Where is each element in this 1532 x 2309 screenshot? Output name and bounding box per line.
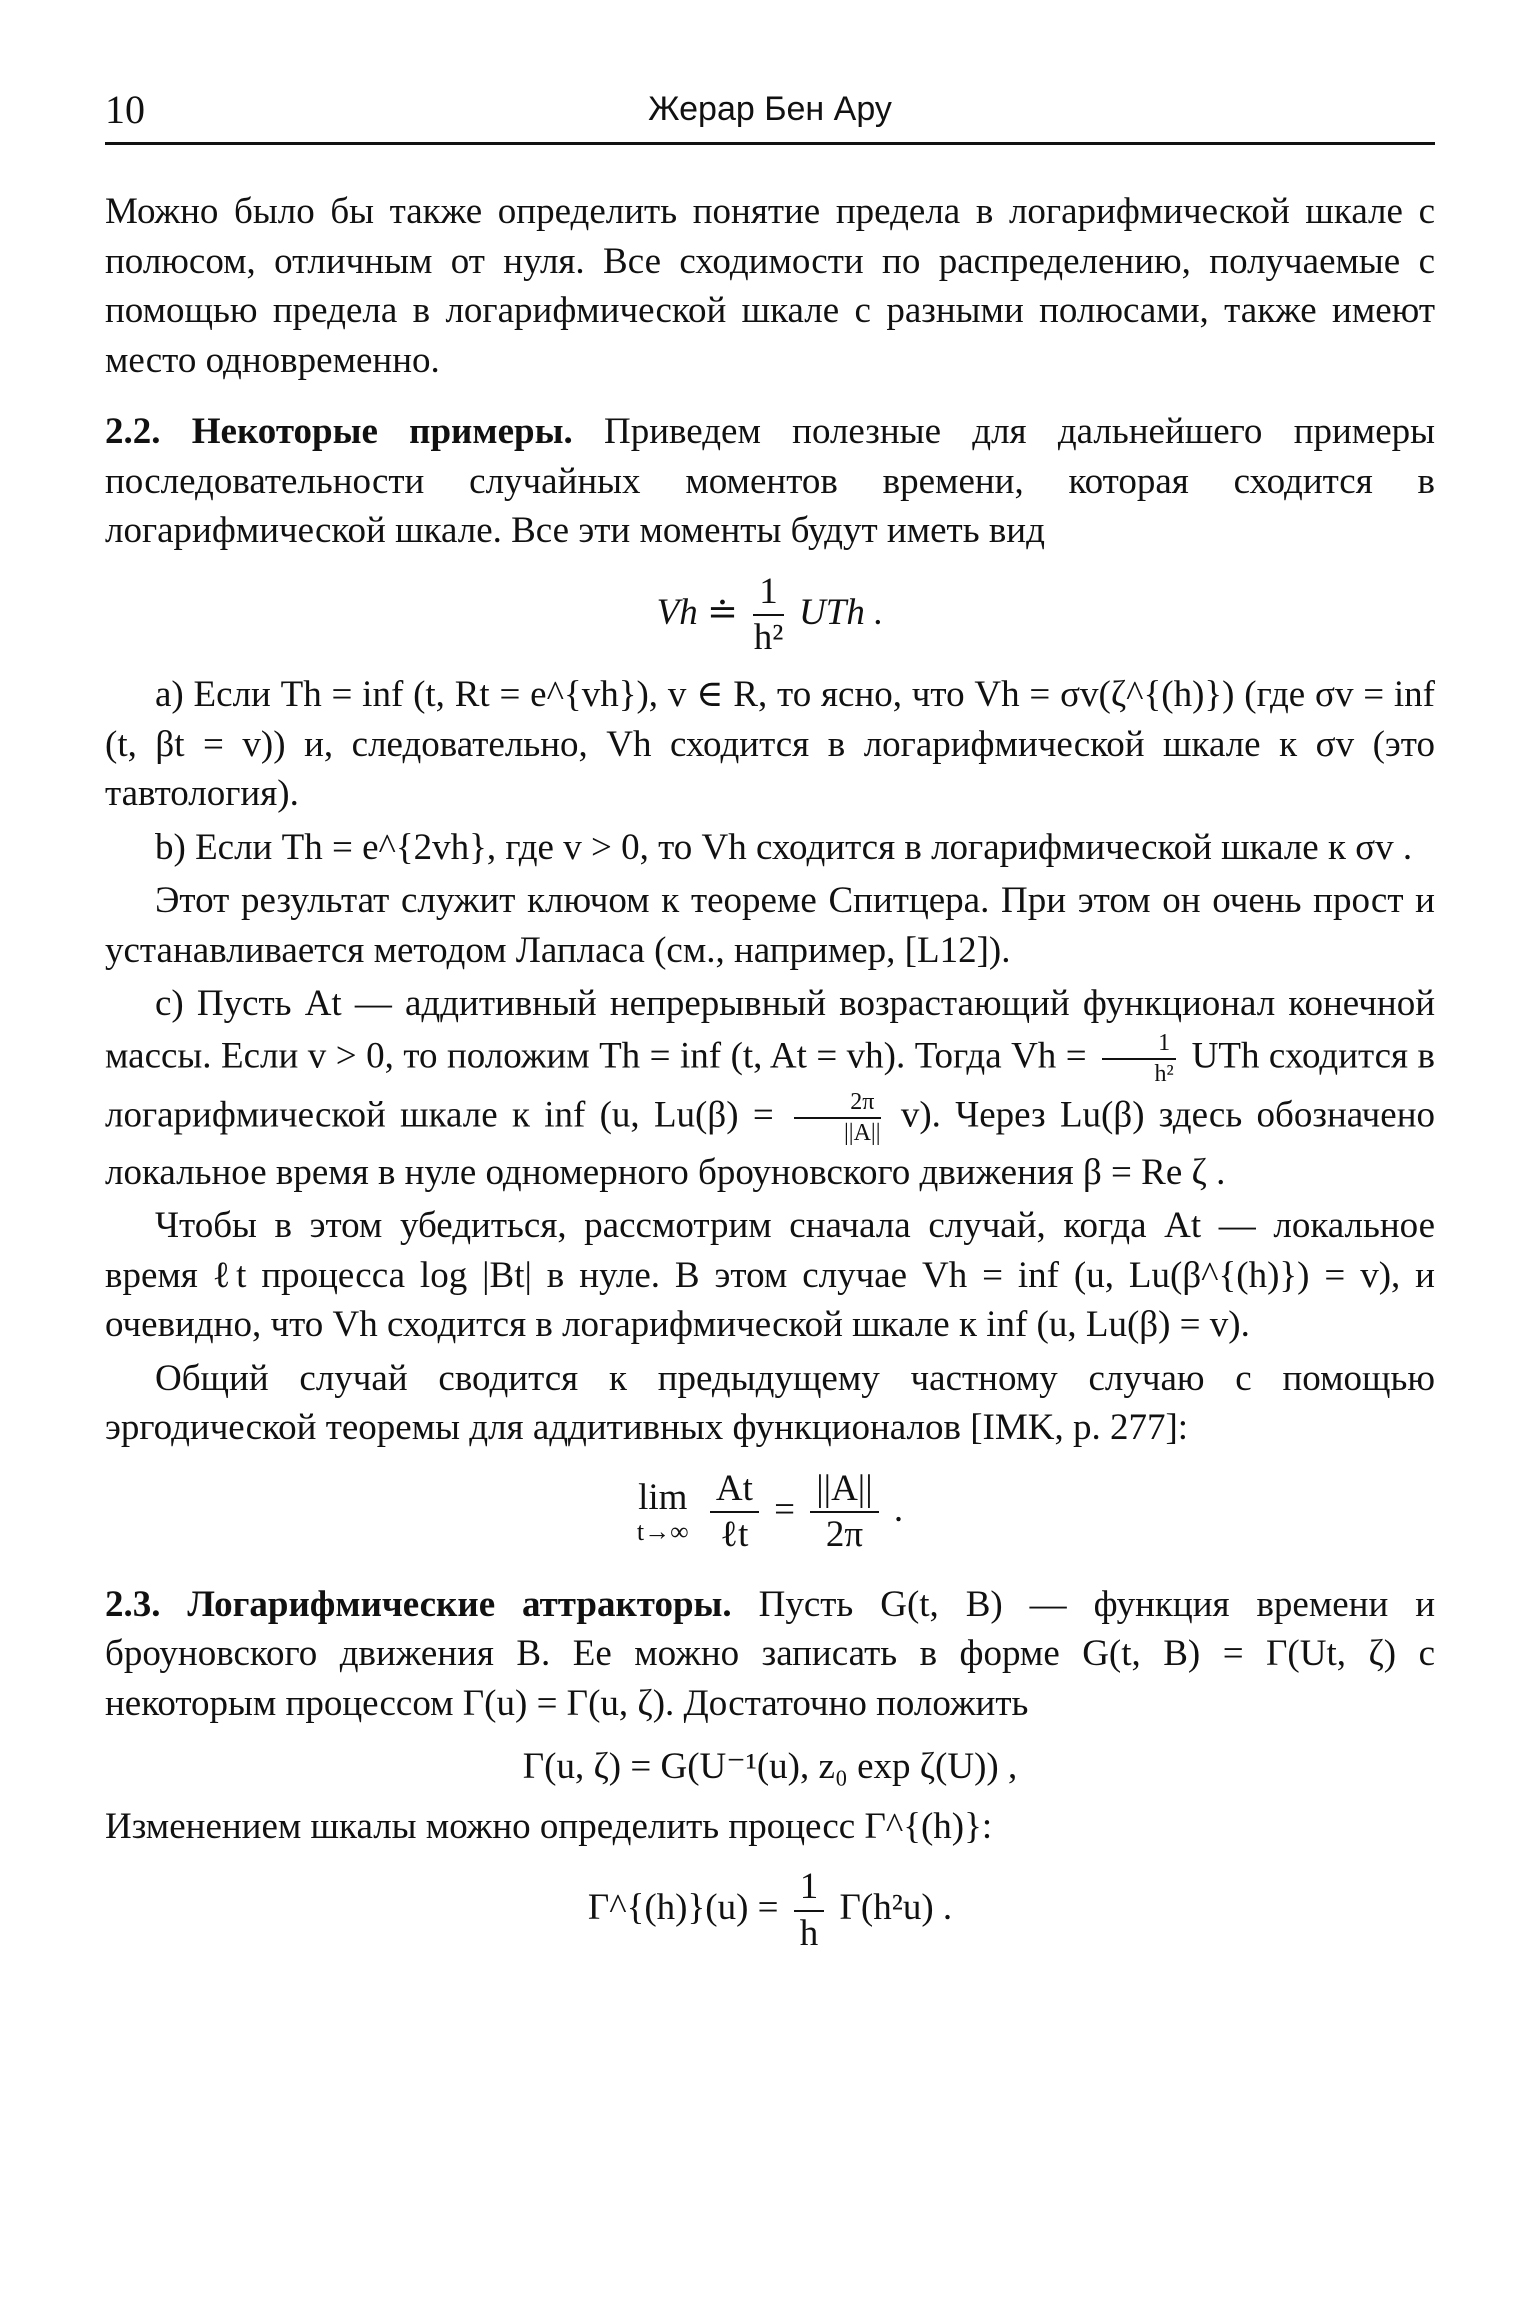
page-header (105, 80, 1435, 145)
formula-limit-fraction-1 (710, 1467, 759, 1558)
formula-scale (105, 1865, 1435, 1956)
paragraph-local-time: Чтобы в этом убедиться, рассмотрим сначала случай, когда At — локальное время ℓt процесса log |Bt| в нуле. В этом случае Vh = inf (u, Lu(β^{(h)}) = v), и очевидно, что Vh сходится в логарифмической шкале к inf (u, Lu(β) = v). (105, 1205, 1435, 1346)
formula-gamma: Γ(u, ζ) = G(U⁻¹(u), z₀ exp ζ(U)) , (522, 1746, 1018, 1788)
book-page (105, 80, 1435, 1966)
formula-vh-rhs: UTh . (799, 591, 884, 633)
running-head: Жерар Бен Ару (648, 90, 892, 128)
formula-vh-lhs: Vh ≐ (656, 591, 739, 633)
paragraph-spitzer: Этот результат служит ключом к теореме Спитцера. При этом он очень прост и устанавливается методом Лапласа (см., например, [L12]). (105, 880, 1435, 971)
formula-scale-denominator: h (799, 1912, 819, 1954)
paragraph-ergodic: Общий случай сводится к предыдущему частному случаю с помощью эргодической теоремы для аддитивных функционалов [IMK, p. 277]: (105, 1357, 1435, 1449)
item-c-part1: c) Пусть At — аддитивный непрерывный возрастающий функционал конечной массы. Если v > 0, то положим Th = inf (t, At = vh). Тогда Vh = (105, 983, 1435, 1077)
section-2-3 (105, 1580, 1435, 1729)
item-b: b) Если Th = e^{2vh}, где v > 0, то Vh сходится в логарифмической шкале к σv . (155, 826, 1413, 868)
formula-limit (105, 1467, 1435, 1558)
formula-limit-num-1: At (710, 1467, 759, 1513)
section-heading-2-3: 2.3. Логарифмические аттракторы. (105, 1583, 732, 1625)
section-text-2-3: Пусть G(t, B) — функция времени и броуновского движения B. Ее можно записать в форме G(t, B) = Γ(Ut, ζ) с некоторым процессом Γ(u) = Γ(u, ζ). Достаточно положить (105, 1583, 1436, 1724)
formula-scale-lhs: Γ^{(h)}(u) = (587, 1887, 779, 1929)
item-c-frac2-denominator: ||A|| (843, 1120, 881, 1147)
paragraph-intro: Можно было бы также определить понятие предела в логарифмической шкале с полюсом, отличным от нуля. Все сходимости по распределению, получаемые с помощью предела в логарифмической шкале с разными полюсами, также имеют место одновременно. (105, 191, 1435, 381)
item-c-part2: UTh сходится в логарифмической шкале к inf (u, Lu(β) (105, 1035, 1436, 1136)
formula-vh-numerator: 1 (753, 570, 784, 616)
item-c-frac1-numerator: 1 (1102, 1029, 1176, 1060)
page-number: 10 (105, 87, 145, 132)
item-c (105, 979, 1435, 1197)
formula-vh-fraction (753, 570, 784, 661)
page-body (105, 187, 1435, 1956)
item-c-fraction-1 (1102, 1029, 1176, 1089)
formula-limit-end: . (893, 1488, 904, 1530)
formula-limit-operator (637, 1478, 689, 1547)
item-c-frac1-denominator: h² (1154, 1060, 1174, 1087)
formula-scale-fraction (794, 1865, 825, 1956)
paragraph-scale: Изменением шкалы можно определить процесс Γ^{(h)}: (105, 1805, 993, 1847)
formula-limit-fraction-2 (810, 1467, 878, 1558)
formula-limit-num-2: ||A|| (810, 1467, 878, 1513)
item-c-part3: = (752, 1094, 774, 1136)
item-a: a) Если Th = inf (t, Rt = e^{vh}), v ∈ R, то ясно, что Vh = σv(ζ^{(h)}) (где σv = inf (t, βt = v)) и, следовательно, Vh сходится в логарифмической шкале к σv (это тавтология). (105, 674, 1435, 815)
formula-scale-rhs: Γ(h²u) . (839, 1887, 953, 1929)
formula-vh-denominator: h² (753, 616, 784, 658)
formula-limit-subscript: t→∞ (636, 1517, 689, 1547)
formula-limit-den-2: 2π (825, 1514, 864, 1556)
formula-limit-den-1: ℓt (720, 1514, 749, 1556)
section-2-2 (105, 407, 1435, 556)
section-heading-2-2: 2.2. Некоторые примеры. (105, 411, 573, 452)
formula-vh (105, 570, 1435, 661)
section-text-2-2: Приведем полезные для дальнейшего примеры последовательности случайных моментов времени, которая сходится в логарифмической шкале. Все эти моменты будут иметь вид (105, 411, 1435, 551)
formula-limit-lim: lim (638, 1476, 688, 1518)
item-c-part4: v). Через Lu(β) здесь обозначено локальное время в нуле одномерного броуновского движения β = Re ζ . (105, 1094, 1436, 1193)
item-c-frac2-numerator: 2π (794, 1088, 881, 1119)
formula-scale-numerator: 1 (794, 1865, 825, 1911)
formula-limit-equals: = (774, 1488, 796, 1530)
item-c-fraction-2 (794, 1088, 881, 1148)
